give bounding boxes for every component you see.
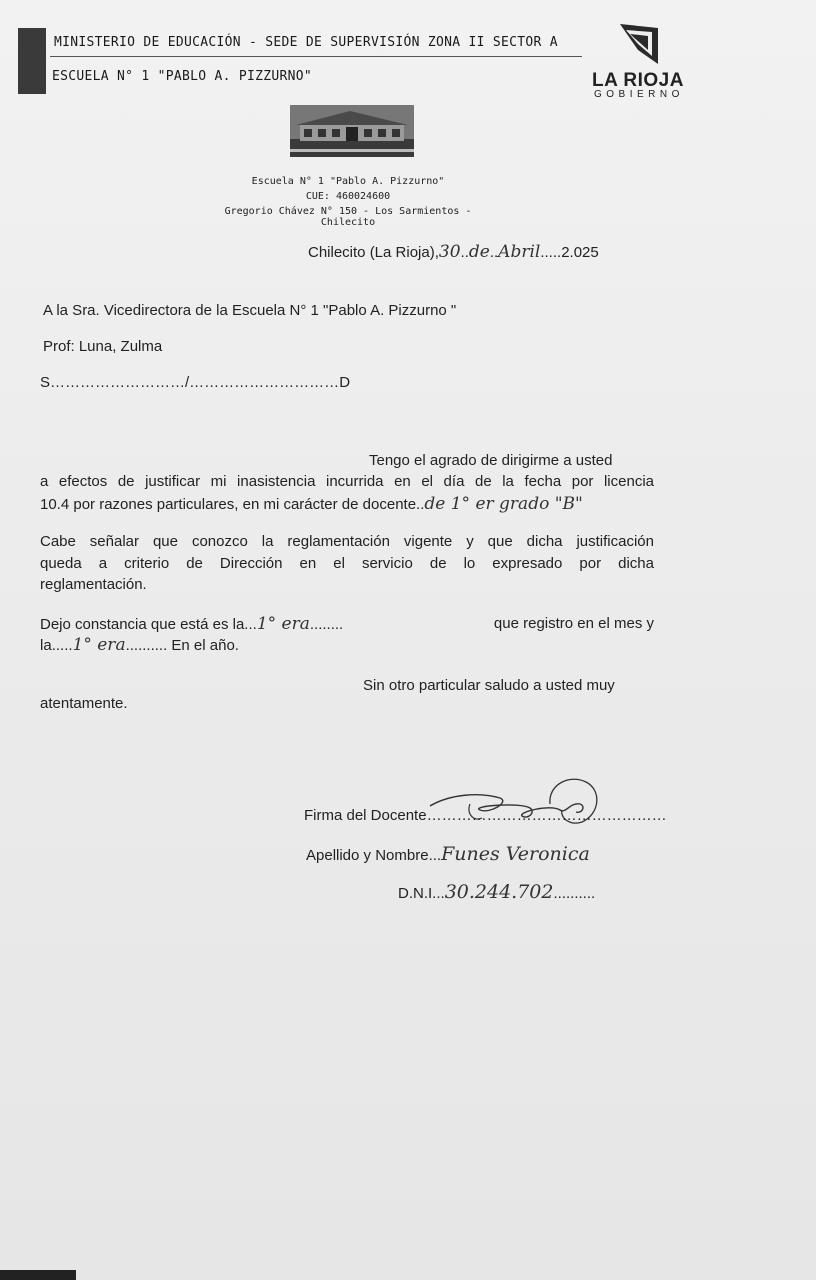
dni-label: D.N.I: [398, 885, 433, 902]
date-place: Chilecito (La Rioja),: [308, 244, 439, 261]
p1-line3-text: 10.4 por razones particulares, en mi carácter de docente: [40, 496, 417, 513]
p3-text-a: Dejo constancia que está es la: [40, 616, 245, 633]
name-line: Apellido y Nombre...Funes Veronica: [306, 843, 590, 865]
p3-handwritten-1: 1° era: [256, 614, 310, 634]
date-day: 30: [438, 242, 461, 262]
bottom-edge: [0, 1270, 76, 1280]
sd-s: S: [40, 374, 51, 391]
p2-line2: queda a criterio de Dirección en el servicio de lo expresado por dicha: [40, 555, 654, 572]
dni-line: D.N.I...30.244.702..........: [398, 881, 596, 903]
closing-line2: atentamente.: [40, 695, 128, 712]
p3-text-b: que registro en el mes y: [493, 615, 654, 632]
name-handwritten: Funes Veronica: [441, 843, 590, 865]
address-street: Gregorio Chávez N° 150 - Los Sarmientos - Chilecito: [224, 206, 472, 228]
logo-subtitle: GOBIERNO: [594, 89, 684, 100]
p1-first-line: Tengo el agrado de dirigirme a usted: [369, 452, 613, 469]
school-building-image: [290, 105, 414, 157]
ministry-header: MINISTERIO DE EDUCACIÓN - SEDE DE SUPERVISIÓN ZONA II SECTOR A: [54, 35, 558, 50]
p1-line3: 10.4 por razones particulares, en mi carácter de docente..de 1° er grado "B": [40, 494, 583, 514]
p3-line1: Dejo constancia que está es la...1° era........ que registro en el mes y: [40, 614, 654, 634]
date-line: Chilecito (La Rioja),30..de..Abril.....2.025: [308, 242, 599, 262]
p1-line2: a efectos de justificar mi inasistencia incurrida en el día de la fecha por licencia: [40, 473, 654, 490]
p2-line1: Cabe señalar que conozco la reglamentación vigente y que dicha justificación: [40, 533, 654, 550]
dni-handwritten: 30.244.702: [444, 881, 554, 903]
binder-tab: [18, 28, 46, 94]
school-header: ESCUELA N° 1 "PABLO A. PIZZURNO": [52, 69, 313, 84]
la-rioja-logo-icon: [618, 22, 660, 66]
firma-line: Firma del Docente…………………………………………: [304, 807, 667, 824]
sd-line: S………………………/…………………………D: [40, 374, 351, 391]
p3-handwritten-2: 1° era: [72, 635, 126, 655]
date-month: Abril: [498, 242, 541, 262]
p3-line2: la.....1° era.......... En el año.: [40, 635, 239, 655]
p1-handwritten-grade: de 1° er grado "B": [424, 494, 583, 514]
address-school: Escuela N° 1 "Pablo A. Pizzurno": [251, 176, 445, 187]
p3-text-c: la: [40, 637, 52, 654]
date-de: de: [468, 242, 490, 262]
recipient-name: Prof: Luna, Zulma: [43, 338, 163, 355]
date-year: 2.025: [561, 244, 599, 261]
recipient-line: A la Sra. Vicedirectora de la Escuela N° 1 "Pablo A. Pizzurno ": [43, 302, 457, 319]
sd-d: D: [339, 374, 351, 391]
p2-line3: reglamentación.: [40, 576, 147, 593]
closing-line: Sin otro particular saludo a usted muy: [363, 677, 615, 694]
address-cue: CUE: 460024600: [305, 191, 391, 202]
firma-label: Firma del Docente: [304, 807, 427, 824]
logo-name: LA RIOJA: [592, 70, 684, 91]
name-label: Apellido y Nombre: [306, 847, 429, 864]
header-rule: [50, 56, 582, 57]
p3-text-d: En el año.: [171, 637, 239, 654]
